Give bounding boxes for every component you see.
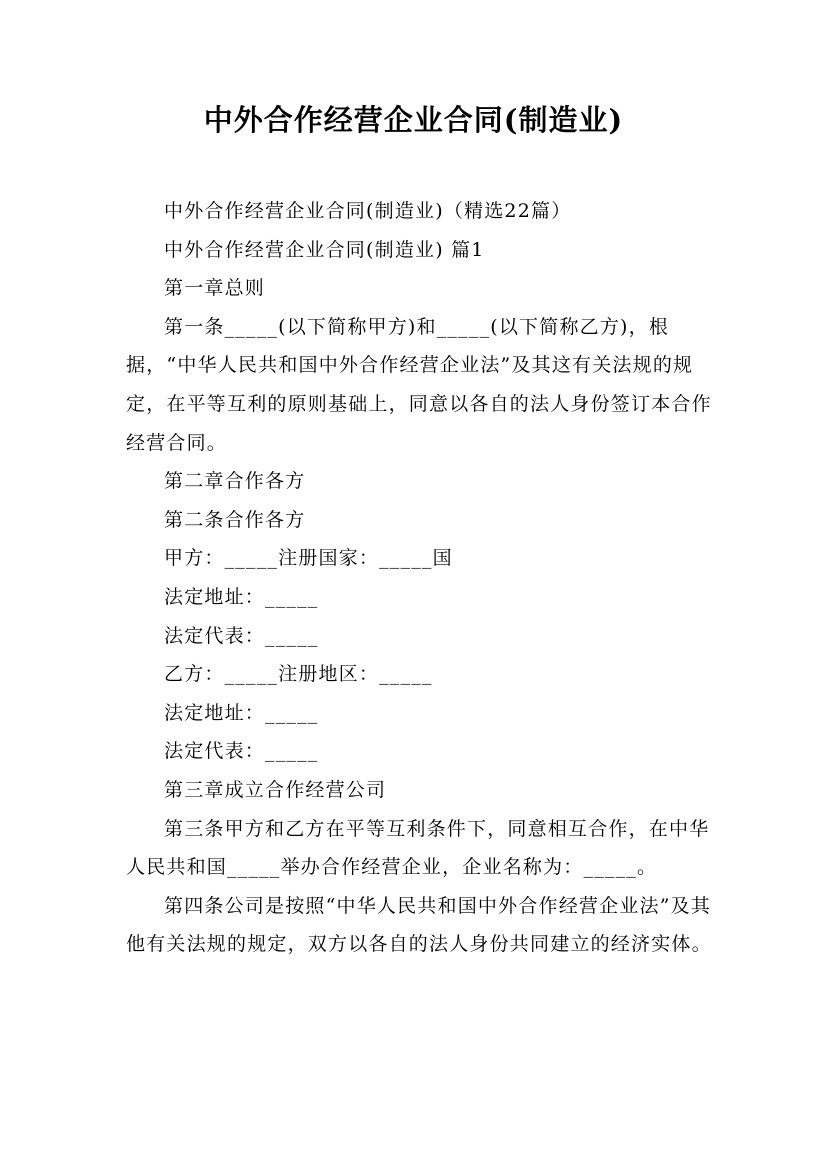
paragraph-party-a: 甲方：_____注册国家：_____国: [164, 547, 453, 570]
paragraph-article-4: 第四条公司是按照“中华人民共和国中外合作经营企业法”及其他有关法规的规定，双方以各自的法人身份共同建立的经济实体。: [126, 894, 712, 956]
paragraph-chapter-2: 第二章合作各方: [164, 470, 306, 493]
paragraph-party-b-representative: 法定代表：_____: [164, 740, 319, 763]
paragraph-subtitle: 中外合作经营企业合同(制造业)（精选22篇）: [164, 200, 572, 222]
paragraph-party-b: 乙方：_____注册地区：_____: [164, 663, 433, 686]
paragraph-chapter-1: 第一章总则: [164, 277, 266, 300]
document-title: 中外合作经营企业合同(制造业): [203, 103, 624, 137]
paragraph-party-a-representative: 法定代表：_____: [164, 624, 319, 647]
paragraph-section-heading: 中外合作经营企业合同(制造业) 篇1: [164, 238, 485, 261]
paragraph-chapter-3: 第三章成立合作经营公司: [164, 778, 387, 801]
paragraph-article-1: 第一条_____(以下简称甲方)和_____(以下简称乙方)，根据，“中华人民共和国中外合作经营企业法”及其这有关法规的规定，在平等互利的原则基础上，同意以各自的法人身份签订本合作经营合同。: [126, 315, 712, 454]
paragraph-party-b-address: 法定地址：_____: [164, 701, 319, 724]
paragraph-party-a-address: 法定地址：_____: [164, 585, 319, 608]
document-body: [126, 192, 712, 964]
paragraph-article-2: 第二条合作各方: [164, 508, 306, 531]
paragraph-article-3: 第三条甲方和乙方在平等互利条件下，同意相互合作，在中华人民共和国_____举办合作经营企业，企业名称为：_____。: [126, 817, 710, 879]
